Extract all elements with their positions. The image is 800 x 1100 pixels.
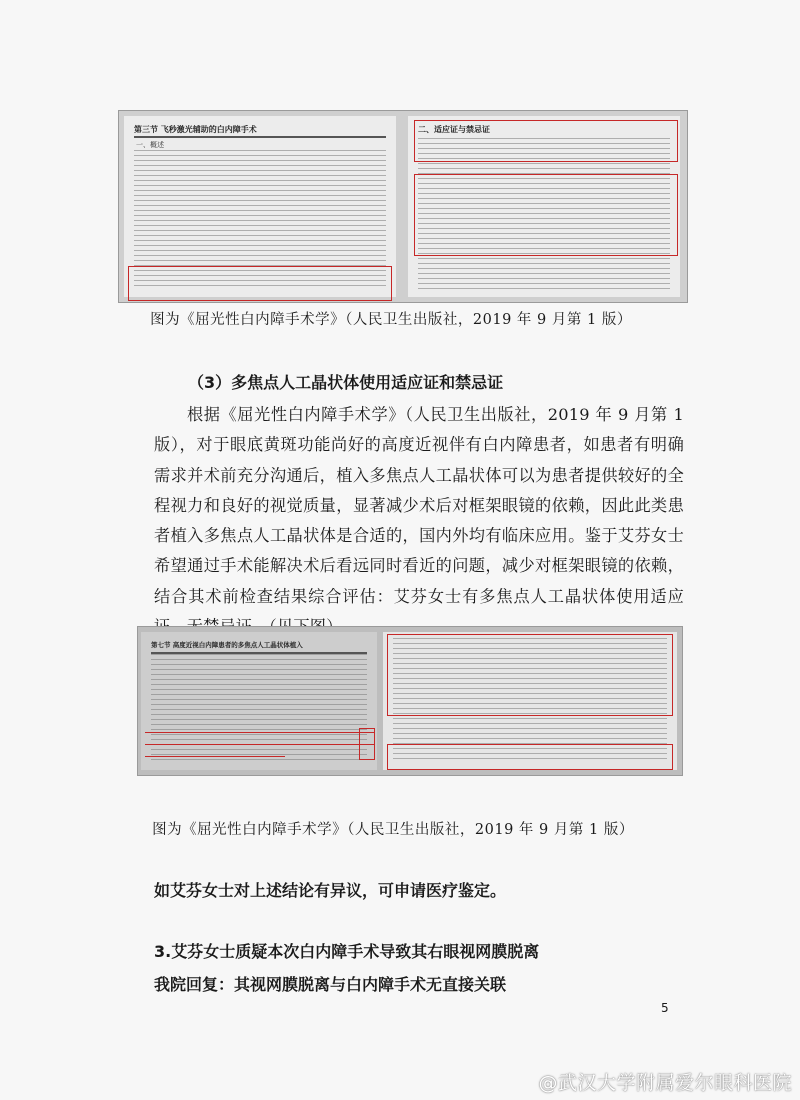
book-scan-image-2: [137, 626, 683, 776]
red-highlight-box: [387, 634, 673, 716]
scan-right-page: [408, 116, 680, 297]
scan-right-page: [383, 632, 677, 770]
conclusion-statement: 如艾芬女士对上述结论有异议，可申请医疗鉴定。: [154, 881, 507, 900]
page-number: 5: [661, 1001, 669, 1015]
red-underline: [145, 756, 285, 757]
scan-left-page: [124, 116, 396, 297]
scan-section-heading: 二、适应证与禁忌证: [418, 125, 490, 134]
red-underline: [145, 744, 375, 745]
figure-caption-1: 图为《屈光性白内障手术学》（人民卫生出版社，2019 年 9 月第 1 版）: [150, 312, 632, 328]
red-highlight-box: [414, 174, 678, 256]
scan-section-heading: 第七节 高度近视白内障患者的多焦点人工晶状体植入: [151, 640, 367, 654]
weibo-watermark: @武汉大学附属爱尔眼科医院: [538, 1072, 792, 1094]
red-highlight-box: [359, 728, 375, 760]
book-scan-image-1: [118, 110, 688, 303]
red-highlight-box: [387, 744, 673, 770]
scan-text-lines: [151, 654, 367, 762]
scan-section-heading: 第三节 飞秒激光辅助的白内障手术: [134, 124, 386, 138]
item-3-title: 3.艾芬女士质疑本次白内障手术导致其右眼视网膜脱离: [154, 942, 540, 961]
section-heading: （3）多焦点人工晶状体使用适应证和禁忌证: [188, 373, 504, 392]
hospital-reply: 我院回复：其视网膜脱离与白内障手术无直接关联: [154, 975, 507, 994]
red-highlight-box: [128, 266, 392, 301]
figure-caption-2: 图为《屈光性白内障手术学》（人民卫生出版社，2019 年 9 月第 1 版）: [152, 822, 634, 838]
red-underline: [145, 732, 375, 733]
scan-left-page: [141, 632, 377, 770]
body-paragraph: 根据《屈光性白内障手术学》（人民卫生出版社，2019 年 9 月第 1 版），对于眼底黄斑功能尚好的高度近视伴有白内障患者，如患者有明确需求并术前充分沟通后，植入多焦点人工晶状体可以为患者提供较好的全程视力和良好的视觉质量，显著减少术后对框架眼镜的依赖，因此此类患者植入多焦点人工晶状体是合适的，国内外均有临床应用。鉴于艾芬女士希望通过手术能解决术后看远同时看近的问题，减少对框架眼镜的依赖，结合其术前检查结果综合评估：艾芬女士有多焦点人工晶状体使用适应: [154, 405, 684, 606]
scan-subheading: 一、概述: [136, 141, 164, 149]
